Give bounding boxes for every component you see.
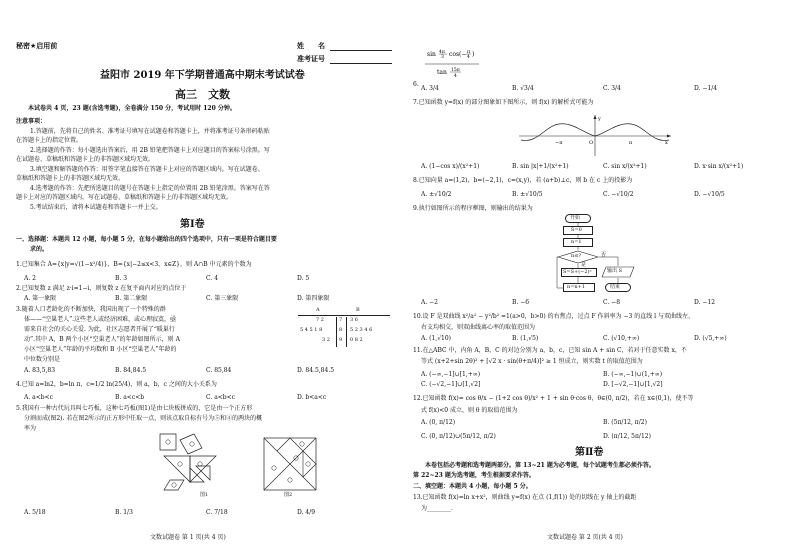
q3-option-c: C. 85,84 xyxy=(206,367,232,374)
figure-2-caption: 图2 xyxy=(284,492,293,498)
svg-text:4π: 4π xyxy=(439,50,445,55)
q9-option-c: C. −8 xyxy=(603,299,621,306)
notice-line: 题卡上对应的答题区域内，写在试题卷、草稿纸和答题卡上的非答题区域均无效。 xyxy=(16,194,233,201)
stem-head-b: B xyxy=(356,307,360,313)
q3-option-b: B. 84,84.5 xyxy=(115,367,147,374)
page-footer: 文数试题卷 第 1 页(共 4 页) xyxy=(150,534,226,541)
question-5-cont: 率为 xyxy=(24,425,37,432)
q12-option-a: A. (0, π/12) xyxy=(421,419,456,426)
flow-no-label: 否 xyxy=(601,252,607,258)
q10-option-b: B. (1,√5) xyxy=(512,335,539,342)
flow-yes-label: 是 xyxy=(581,262,587,268)
q7-option-b: B. sin |x|+1/(x²+1) xyxy=(512,163,569,170)
stem-value: 7 xyxy=(339,317,343,323)
svg-text:O: O xyxy=(589,140,594,146)
question-3-line: 需来自社会的关心关爱. 为此，社区志愿者开展了“暖巢行 xyxy=(24,326,175,333)
svg-text:tan: tan xyxy=(437,69,447,76)
notice-line: 4.选考题的作答：先把所选题目的题号在答题卡上指定的位置用 2B 铅笔涂黑。答案写在答 xyxy=(30,185,270,192)
flow-decision-label: n≤? xyxy=(571,253,582,259)
q5-option-b: B. 1/3 xyxy=(115,509,133,516)
q4-option-a: A. a<b<c xyxy=(24,394,53,401)
question-3-line: 动”.其中 A，B 两个小区“空巢老人”的年龄如图所示，则 A xyxy=(24,336,180,343)
flow-update-s-label: S=S+(−2)ⁿ xyxy=(563,269,592,275)
question-3-line: 小区“空巢老人”年龄的平均数和 B 小区“空巢老人”年龄的 xyxy=(24,346,177,353)
question-13-line: 为________. xyxy=(421,505,453,512)
figure-1-caption: 图1 xyxy=(200,492,209,498)
q1-option-c: C. 4 xyxy=(206,275,219,282)
q11-option-a: A. (−∞,−1]∪[1,+∞) xyxy=(421,371,481,378)
stem-leaf-b: 3 6 xyxy=(350,317,358,323)
flow-connectors xyxy=(547,222,647,296)
stem-leaf-a: 5 4 5 1 8 xyxy=(300,327,323,333)
q9-option-d: D. −12 xyxy=(694,299,716,306)
question-11-line: 等式 (x+2+sin 2θ)² + [√2 x · sin(θ+π/4)]² ≥ 1 恒成立，则实数 t 的取值范围为 xyxy=(421,358,643,365)
notice-line: 在答题卡上的指定位置。 xyxy=(16,137,83,144)
question-7: 7.已知函数 y=f(x) 的部分图象如下图所示，则 f(x) 的解析式可能为 xyxy=(413,99,594,106)
flow-end-label: 结束 xyxy=(610,284,621,290)
q2-option-d: D. 第四象限 xyxy=(297,295,330,302)
q2-option-c: C. 第三象限 xyxy=(206,295,239,302)
secret-label: 秘密★启用前 xyxy=(16,42,58,50)
notice-line: 3.填空题和解答题的作答：用签字笔直接答在答题卡上对应的答题区域内。写在试题卷、 xyxy=(30,166,264,173)
flow-start-label: 开始 xyxy=(570,215,581,221)
part2-heading: 第Ⅱ卷 xyxy=(575,447,604,458)
q11-option-d: D. [−√2,−1]∪[1,√2] xyxy=(603,381,663,388)
q1-option-d: D. 5 xyxy=(297,275,310,282)
stem-leaf-a: 3 2 xyxy=(322,337,330,343)
question-8: 8.已知向量 a=(1,2)，b=(−2,1)，c=(x,y)，若 (a+b)⊥c，则 b 在 c 上的投影为 xyxy=(413,177,633,184)
question-4: 4.已知 a=ln2，b=ln π，c=1/2 ln(25/4)，则 a，b，c 之间的大小关系为 xyxy=(16,381,217,388)
stem-leaf-b: 0 8 2 xyxy=(350,337,363,343)
part2-note: 第 22~23 题为选考题，考生根据要求作答。 xyxy=(413,472,535,479)
question-13-line: 13.已知函数 f(x)=ln x+x²，则曲线 y=f(x) 在点 (1,f(1)) 处的切线在 y 轴上的截距 xyxy=(413,494,637,501)
question-12-line: 式 f(x)<0 成立，则 θ 的取值范围为 xyxy=(421,407,518,414)
q9-option-b: B. −6 xyxy=(512,299,530,306)
svg-text:π: π xyxy=(467,50,470,55)
stem-left-rule xyxy=(336,317,337,347)
stem-value: 8 xyxy=(339,327,343,333)
q5-option-d: D. 4/9 xyxy=(297,509,316,516)
q12-option-c: C. (0, π/12)∪(5π/12, π/2) xyxy=(421,433,496,440)
q9-option-a: A. −2 xyxy=(421,299,438,306)
q10-option-d: D. (√5,+∞) xyxy=(694,335,727,342)
notice-line: 在试题卷、草稿纸和答题卡上的非答题区域均无效。 xyxy=(16,156,155,163)
stem-leaf-a: 7 2 xyxy=(316,317,324,323)
q10-option-a: A. (1,√10) xyxy=(421,335,452,342)
question-12-line: 12.已知函数 f(x)= cos θ/x − (1+2 cos θ)/x² + 1 + sin θ·cos θ，θ∈(0, π/2)，若在 x∈(0,1)，使不等 xyxy=(413,395,694,402)
question-5-line: 5.我国有一种古代玩具叫七巧板，这种七巧板(图1)是由七块板拼成的，它是由一个正方形 xyxy=(16,405,253,412)
svg-text:y: y xyxy=(598,116,601,122)
q11-option-b: B. (−∞,−1)∪(1,+∞) xyxy=(603,371,663,378)
q4-option-b: B. a<c<b xyxy=(115,394,145,401)
svg-text:π: π xyxy=(629,140,633,146)
stem-head-rule xyxy=(298,315,390,316)
flow-init-n-label: n=1 xyxy=(571,239,582,245)
id-label: 准考证号 xyxy=(297,55,325,63)
svg-text:3: 3 xyxy=(441,55,444,60)
question-5-line: 分割而成(图2). 若在图2所示的正方形中任取一点，则该点取自标有号为⑤和④的两块的概 xyxy=(24,415,263,422)
flow-init-s-label: S=0 xyxy=(571,227,582,233)
question-6: 6. xyxy=(413,81,419,88)
stem-value: 9 xyxy=(339,337,343,343)
question-9: 9.执行如图所示的程序框图，则输出的结果为 xyxy=(413,205,533,212)
notice-line: 草稿纸和答题卡上的非答题区域均无效。 xyxy=(16,175,125,182)
stem-right-rule xyxy=(346,317,347,347)
part2-note: 本卷包括必考题和选考题两部分。第 13~21 题为必考题，每个试题考生都必须作答。 xyxy=(425,462,655,469)
right-page xyxy=(397,0,794,551)
q8-option-a: A. ±√10/2 xyxy=(421,191,452,198)
q7-option-d: D. x·sin x/(x²+1) xyxy=(694,163,744,170)
q8-option-b: B. ±√10/5 xyxy=(512,191,543,198)
svg-text:−π: −π xyxy=(555,140,563,146)
stem-head-a: A xyxy=(316,307,320,313)
question-3-line: 中位数分别是 xyxy=(24,356,61,363)
q6-option-d: D. −1/4 xyxy=(694,85,718,92)
stem-leaf-b: 5 2 3 4 6 xyxy=(350,327,373,333)
svg-text:15π: 15π xyxy=(451,68,460,73)
q5-option-c: C. 7/18 xyxy=(206,509,228,516)
svg-text:sin: sin xyxy=(427,51,436,58)
id-blank xyxy=(330,63,392,64)
section1-heading-cont: 求的。 xyxy=(30,246,49,253)
q1-option-a: A. 2 xyxy=(24,275,36,282)
svg-text:x: x xyxy=(665,140,668,146)
q5-option-a: A. 5/18 xyxy=(24,509,46,516)
notice-line: 2.选择题的作答：每小题选出答案后，用 2B 铅笔把答题卡上对应题目的答案标号涂黑。写 xyxy=(30,147,270,154)
question-11-line: 11.在△ABC 中，内角 A，B，C 的对边分别为 a，b，c，已知 sin A + sin C，若对于任意实数 x，不 xyxy=(413,347,687,354)
section1-heading: 一、选择题：本题共 12 小题，每小题 5 分，在每小题给出的四个选项中，只有一项是符合题目要 xyxy=(16,236,277,243)
q4-option-d: D. b<a<c xyxy=(297,394,327,401)
name-blank xyxy=(330,50,392,51)
q7-option-c: C. sin x/(x²+1) xyxy=(603,163,647,170)
page-footer: 文数试题卷 第 2 页(共 4 页) xyxy=(547,534,623,541)
q2-option-b: B. 第二象限 xyxy=(115,295,148,302)
q4-option-c: C. a<b<c xyxy=(206,394,236,401)
question-3-line: 3.随着人口老龄化的不断加快，我国出现了一个特殊的群 xyxy=(16,306,166,313)
q6-option-a: A. 3/4 xyxy=(421,85,439,92)
q2-option-a: A. 第一象限 xyxy=(24,295,57,302)
question-3-line: 体——“空巢老人”.这些老人或经济困难，或心理寂寞，亟 xyxy=(24,316,177,323)
q6-option-b: B. √3/4 xyxy=(512,85,534,92)
q7-option-a: A. (1−cos x)/(x²+1) xyxy=(421,163,480,170)
part1-heading: 第Ⅰ卷 xyxy=(180,219,205,230)
q11-option-c: C. (−√2,−1]∪[1,√2] xyxy=(421,381,481,388)
svg-text:): ) xyxy=(472,51,475,58)
exam-title: 益阳市 2019 年下学期普通高中期末考试试卷 xyxy=(100,70,305,81)
q3-option-a: A. 83,5,83 xyxy=(24,367,56,374)
q10-option-c: C. (√10,+∞) xyxy=(603,335,640,342)
exam-subtitle: 高三 文数 xyxy=(175,88,230,101)
question-2: 2.已知复数 z 满足 z·i=1−i，则复数 z 在复平面内对应的点位于 xyxy=(16,285,187,292)
q6-option-c: C. 3/4 xyxy=(603,85,621,92)
name-label: 姓 名 xyxy=(297,42,325,50)
notice-line: 5.考试结束后，请将本试题卷和答题卡一并上交。 xyxy=(30,204,162,211)
q1-option-b: B. 3 xyxy=(115,275,128,282)
q3-option-d: D. 84.5,84.5 xyxy=(297,367,335,374)
flow-update-n-label: n=n+1 xyxy=(567,284,586,290)
q7-function-graph xyxy=(515,112,675,158)
question-10-line: 右支均相交，则双曲线离心率的取值范围为 xyxy=(421,324,536,331)
tangram-figure-2 xyxy=(262,436,318,492)
flow-output-label: 输出 S xyxy=(607,268,623,274)
q8-option-d: D. −√10/5 xyxy=(694,191,725,198)
question-1: 1.已知集合 A={x|y=√(1−x²/4)}，B={x|−2≤x<3，x∈Z}，则 A∩B 中元素的个数为 xyxy=(16,261,252,268)
notice-line: 1.答题前，先将自己的姓名、准考证号填写在试题卷和答题卡上，并将准考证号条形码粘贴 xyxy=(30,128,270,135)
svg-text:4: 4 xyxy=(454,74,457,79)
svg-text:cos(−: cos(− xyxy=(449,51,467,58)
q12-option-b: B. (5π/12, π/2) xyxy=(603,419,647,426)
svg-text:4: 4 xyxy=(467,55,470,60)
exam-intro: 本试卷共 4 页，23 题(含选考题)，全卷满分 150 分，考试用时 120 分钟。 xyxy=(28,105,236,112)
tangram-figure-1 xyxy=(150,432,230,492)
question-10-line: 10.设 F 是双曲线 x²/a² − y²/b² =1(a>0，b>0) 的右焦点，过点 F 作斜率为 −3 的直线 l 与双曲线左、 xyxy=(413,313,694,320)
notice-title: 注意事项： xyxy=(16,118,47,125)
section2-heading: 二、填空题：本题共 4 小题，每小题 5 分。 xyxy=(413,483,532,490)
q12-option-d: D. (π/12, 5π/12) xyxy=(603,433,651,440)
q8-option-c: C. −√10/2 xyxy=(603,191,634,198)
